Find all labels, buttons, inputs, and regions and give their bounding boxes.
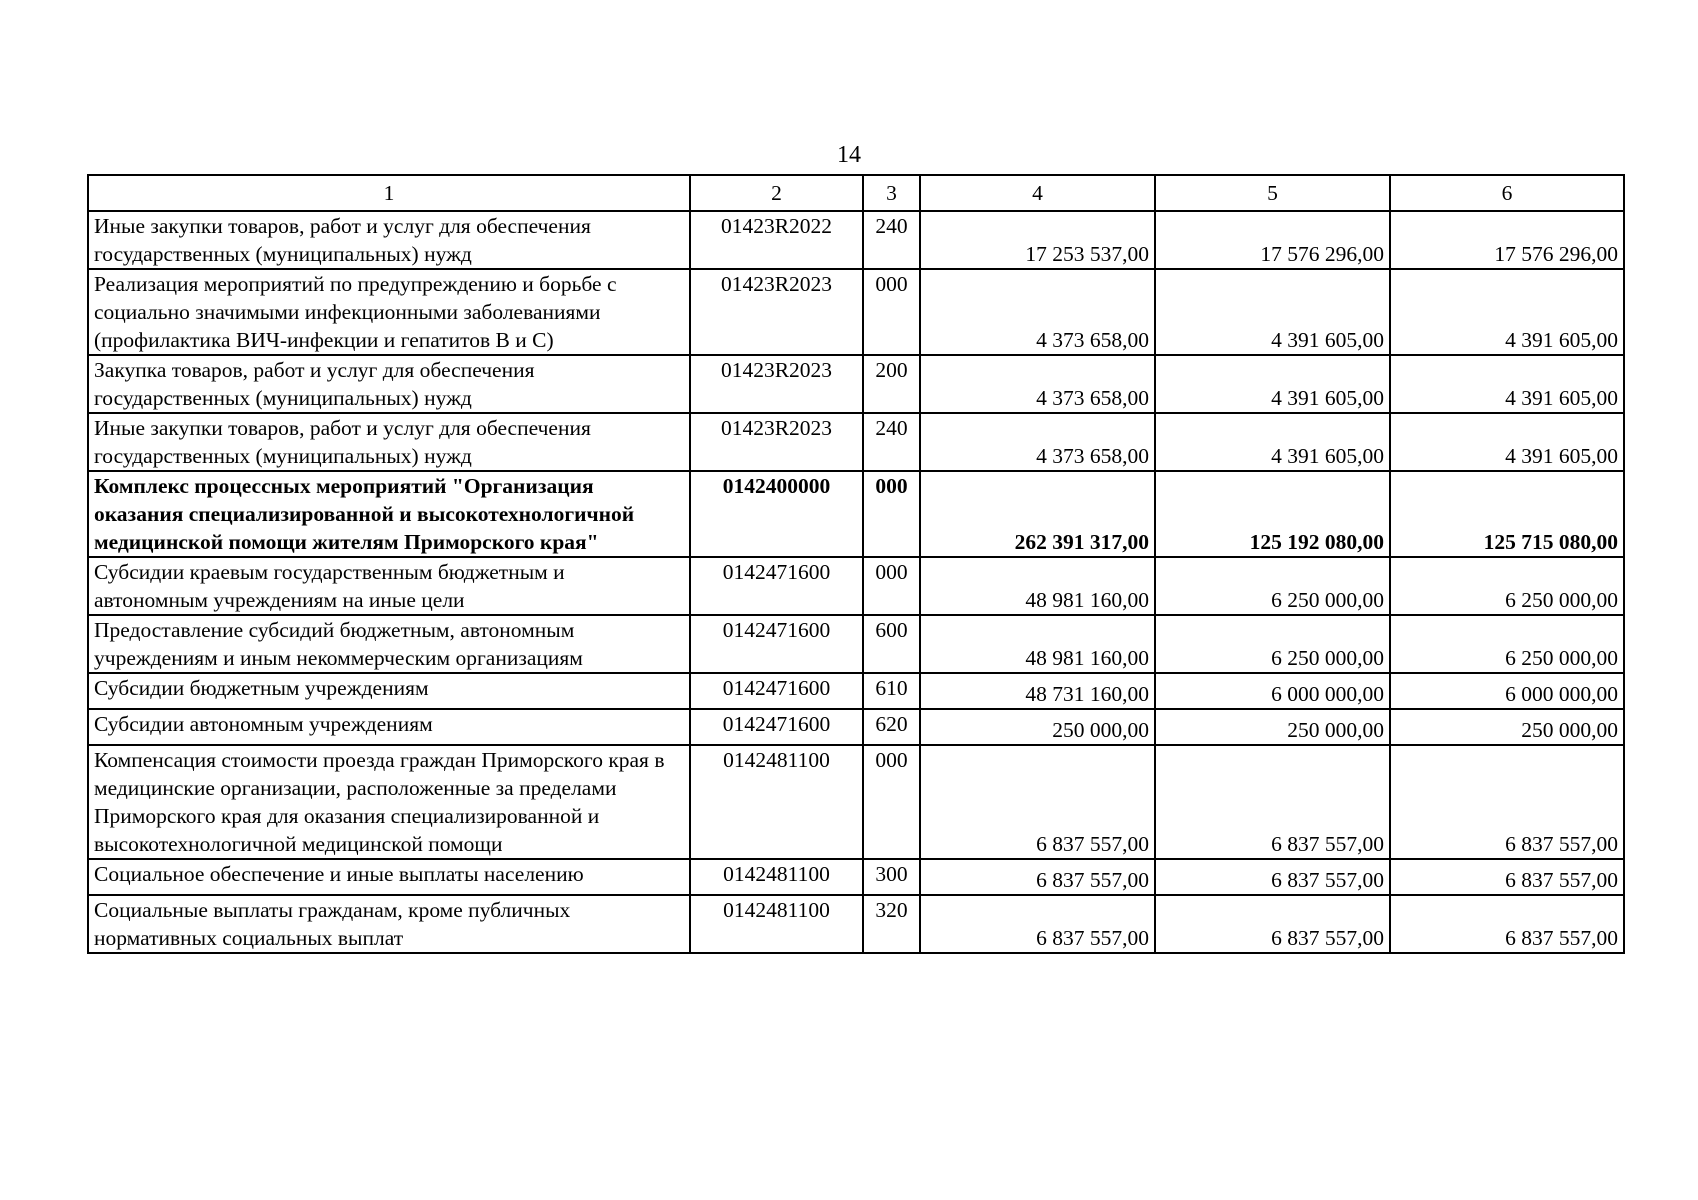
row-amount-col5: 6 250 000,00 <box>1155 557 1390 615</box>
row-name: Субсидии бюджетным учреждениям <box>88 673 690 709</box>
row-amount-col6: 17 576 296,00 <box>1390 211 1624 269</box>
row-amount-col6: 250 000,00 <box>1390 709 1624 745</box>
row-expense-type-code: 240 <box>863 211 920 269</box>
row-target-article-code: 0142471600 <box>690 615 863 673</box>
row-amount-col5: 125 192 080,00 <box>1155 471 1390 557</box>
row-name: Иные закупки товаров, работ и услуг для обеспечения государственных (муниципальных) нужд <box>88 211 690 269</box>
row-expense-type-code: 240 <box>863 413 920 471</box>
row-amount-col4: 6 837 557,00 <box>920 859 1155 895</box>
row-name: Компенсация стоимости проезда граждан Приморского края в медицинские организации, расположенные за пределами Приморского края для оказания специализированной и высокотехнологичной медицинской помощи <box>88 745 690 859</box>
row-amount-col4: 250 000,00 <box>920 709 1155 745</box>
column-header-4: 4 <box>920 175 1155 211</box>
row-amount-col6: 6 000 000,00 <box>1390 673 1624 709</box>
row-expense-type-code: 200 <box>863 355 920 413</box>
row-name: Комплекс процессных мероприятий "Организация оказания специализированной и высокотехнологичной медицинской помощи жителям Приморского края" <box>88 471 690 557</box>
row-expense-type-code: 000 <box>863 471 920 557</box>
row-amount-col4: 48 731 160,00 <box>920 673 1155 709</box>
row-amount-col4: 4 373 658,00 <box>920 413 1155 471</box>
table-row <box>88 413 1624 471</box>
row-target-article-code: 0142481100 <box>690 745 863 859</box>
table-row <box>88 673 1624 709</box>
row-amount-col6: 4 391 605,00 <box>1390 413 1624 471</box>
row-expense-type-code: 320 <box>863 895 920 953</box>
row-target-article-code: 01423R2023 <box>690 355 863 413</box>
column-header-5: 5 <box>1155 175 1390 211</box>
row-amount-col4: 4 373 658,00 <box>920 355 1155 413</box>
row-expense-type-code: 610 <box>863 673 920 709</box>
row-expense-type-code: 000 <box>863 557 920 615</box>
row-expense-type-code: 000 <box>863 269 920 355</box>
column-header-3: 3 <box>863 175 920 211</box>
row-amount-col6: 6 250 000,00 <box>1390 615 1624 673</box>
row-name: Субсидии автономным учреждениям <box>88 709 690 745</box>
row-target-article-code: 0142481100 <box>690 859 863 895</box>
table-header-row <box>88 175 1624 211</box>
row-amount-col5: 4 391 605,00 <box>1155 413 1390 471</box>
column-header-6: 6 <box>1390 175 1624 211</box>
row-target-article-code: 0142471600 <box>690 557 863 615</box>
row-target-article-code: 0142471600 <box>690 709 863 745</box>
row-amount-col4: 6 837 557,00 <box>920 745 1155 859</box>
row-target-article-code: 01423R2022 <box>690 211 863 269</box>
row-amount-col5: 6 837 557,00 <box>1155 859 1390 895</box>
page-number: 14 <box>837 142 861 168</box>
budget-table <box>87 174 1625 954</box>
row-name: Реализация мероприятий по предупреждению и борьбе с социально значимыми инфекционными заболеваниями (профилактика ВИЧ-инфекции и гепатитов В и С) <box>88 269 690 355</box>
row-amount-col5: 4 391 605,00 <box>1155 355 1390 413</box>
row-amount-col4: 48 981 160,00 <box>920 557 1155 615</box>
row-target-article-code: 0142481100 <box>690 895 863 953</box>
row-amount-col5: 4 391 605,00 <box>1155 269 1390 355</box>
row-amount-col4: 262 391 317,00 <box>920 471 1155 557</box>
row-name: Иные закупки товаров, работ и услуг для обеспечения государственных (муниципальных) нужд <box>88 413 690 471</box>
row-amount-col5: 17 576 296,00 <box>1155 211 1390 269</box>
table-row <box>88 709 1624 745</box>
row-amount-col5: 6 837 557,00 <box>1155 745 1390 859</box>
row-amount-col6: 125 715 080,00 <box>1390 471 1624 557</box>
row-amount-col6: 6 837 557,00 <box>1390 859 1624 895</box>
row-amount-col6: 4 391 605,00 <box>1390 269 1624 355</box>
row-amount-col5: 6 250 000,00 <box>1155 615 1390 673</box>
row-name: Закупка товаров, работ и услуг для обеспечения государственных (муниципальных) нужд <box>88 355 690 413</box>
table-row <box>88 745 1624 859</box>
row-target-article-code: 0142400000 <box>690 471 863 557</box>
table-row <box>88 859 1624 895</box>
row-amount-col6: 6 837 557,00 <box>1390 745 1624 859</box>
row-amount-col4: 4 373 658,00 <box>920 269 1155 355</box>
row-amount-col5: 6 837 557,00 <box>1155 895 1390 953</box>
row-amount-col5: 250 000,00 <box>1155 709 1390 745</box>
row-name: Социальные выплаты гражданам, кроме публичных нормативных социальных выплат <box>88 895 690 953</box>
table-row <box>88 269 1624 355</box>
row-amount-col4: 6 837 557,00 <box>920 895 1155 953</box>
table-row-section <box>88 471 1624 557</box>
row-expense-type-code: 600 <box>863 615 920 673</box>
row-amount-col5: 6 000 000,00 <box>1155 673 1390 709</box>
row-amount-col6: 6 837 557,00 <box>1390 895 1624 953</box>
row-amount-col4: 17 253 537,00 <box>920 211 1155 269</box>
row-expense-type-code: 620 <box>863 709 920 745</box>
row-name: Субсидии краевым государственным бюджетным и автономным учреждениям на иные цели <box>88 557 690 615</box>
row-expense-type-code: 000 <box>863 745 920 859</box>
row-target-article-code: 0142471600 <box>690 673 863 709</box>
column-header-2: 2 <box>690 175 863 211</box>
row-amount-col4: 48 981 160,00 <box>920 615 1155 673</box>
row-target-article-code: 01423R2023 <box>690 413 863 471</box>
row-name: Социальное обеспечение и иные выплаты населению <box>88 859 690 895</box>
table-row <box>88 895 1624 953</box>
row-target-article-code: 01423R2023 <box>690 269 863 355</box>
row-name: Предоставление субсидий бюджетным, автономным учреждениям и иным некоммерческим организациям <box>88 615 690 673</box>
row-amount-col6: 4 391 605,00 <box>1390 355 1624 413</box>
table-row <box>88 615 1624 673</box>
table-row <box>88 211 1624 269</box>
row-expense-type-code: 300 <box>863 859 920 895</box>
column-header-1: 1 <box>88 175 690 211</box>
table-row <box>88 557 1624 615</box>
row-amount-col6: 6 250 000,00 <box>1390 557 1624 615</box>
table-row <box>88 355 1624 413</box>
